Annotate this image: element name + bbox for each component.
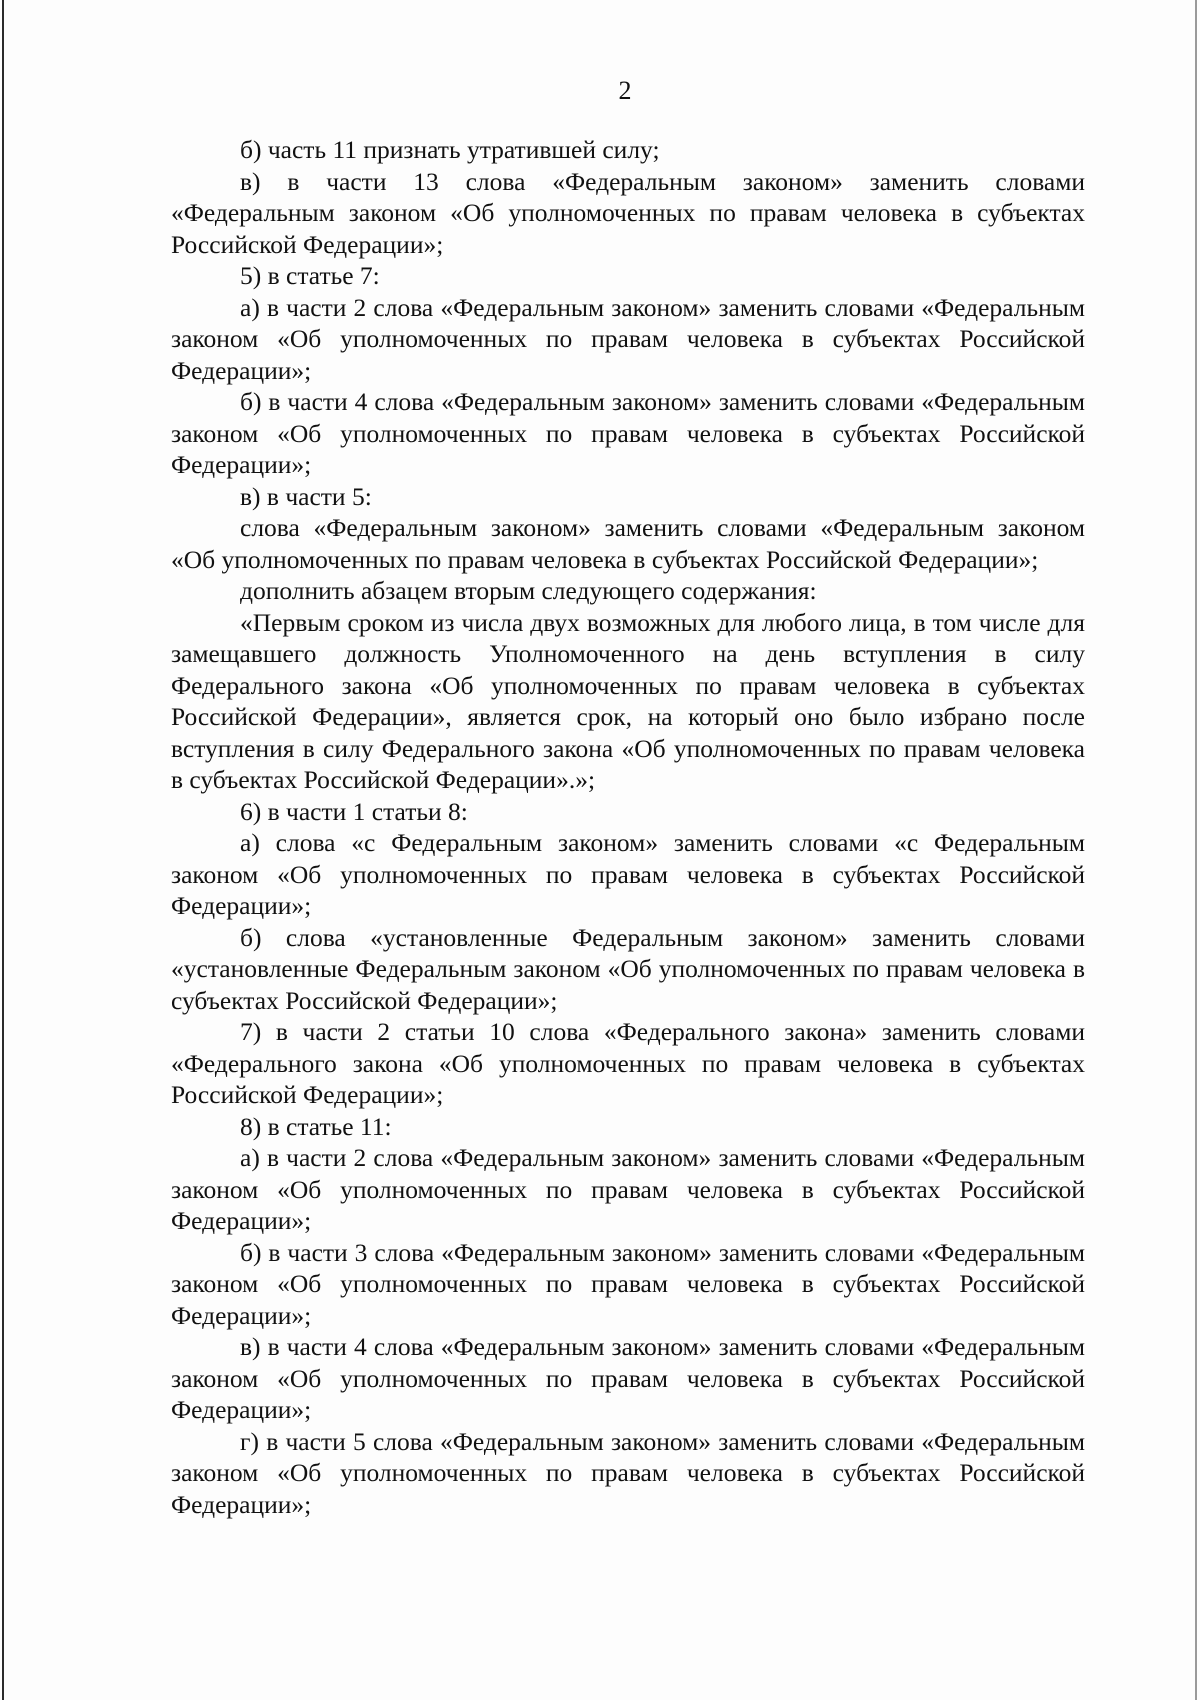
paragraph: б) слова «установленные Федеральным законом» заменить словами «установленные Федеральным законом «Об уполномоченных по правам человека в субъектах Российской Федерации»; [171,922,1085,1015]
paragraph: 7) в части 2 статьи 10 слова «Федерального закона» заменить словами «Федерального закона «Об уполномоченных по правам человека в субъектах Российской Федерации»; [171,1017,1085,1109]
paragraph: 8) в статье 11: [240,1111,392,1141]
paragraph: б) в части 4 слова «Федеральным законом» заменить словами «Федеральным законом «Об уполномоченных по правам человека в субъектах Российской Федерации»; [171,387,1085,479]
paragraph: а) в части 2 слова «Федеральным законом» заменить словами «Федеральным законом «Об уполномоченных по правам человека в субъектах Российской Федерации»; [171,1143,1085,1235]
paragraph: 5) в статье 7: [240,261,380,290]
paragraph: б) в части 3 слова «Федеральным законом» заменить словами «Федеральным законом «Об уполномоченных по правам человека в субъектах Российской Федерации»; [171,1237,1085,1330]
paragraph: слова «Федеральным законом» заменить словами «Федеральным законом «Об уполномоченных по правам человека в субъектах Российской Федерации»; [171,513,1085,574]
paragraph: в) в части 5: [240,481,372,511]
document-body [171,134,1085,1520]
paragraph: 6) в части 1 статьи 8: [240,796,468,826]
paragraph: в) в части 4 слова «Федеральным законом» заменить словами «Федеральным законом «Об уполномоченных по правам человека в субъектах Российской Федерации»; [171,1332,1085,1424]
paragraph: б) часть 11 признать утратившей силу; [240,135,660,164]
paragraph: дополнить абзацем вторым следующего содержания: [240,576,817,605]
paragraph: а) слова «с Федеральным законом» заменить словами «с Федеральным законом «Об уполномоченных по правам человека в субъектах Российской Федерации»; [171,828,1085,920]
paragraph: «Первым сроком из числа двух возможных для любого лица, в том числе для замещавшего должность Уполномоченного на день вступления в силу Федерального закона «Об уполномоченных по правам человека в субъектах Российской Федерации», является срок, на который оно было избрано после вступления в силу Федерального закона «Об уполномоченных по правам человека в субъектах Российской Федерации».»; [171,607,1085,794]
paragraph: г) в части 5 слова «Федеральным законом» заменить словами «Федеральным законом «Об уполномоченных по правам человека в субъектах Российской Федерации»; [171,1426,1085,1519]
paragraph: а) в части 2 слова «Федеральным законом» заменить словами «Федеральным законом «Об уполномоченных по правам человека в субъектах Российской Федерации»; [171,292,1085,385]
paragraph: в) в части 13 слова «Федеральным законом» заменить словами «Федеральным законом «Об уполномоченных по правам человека в субъектах Российской Федерации»; [171,166,1085,259]
scan-edge-left [2,0,4,1700]
page-number: 2 [618,76,632,105]
scan-edge-right [1195,0,1197,1700]
